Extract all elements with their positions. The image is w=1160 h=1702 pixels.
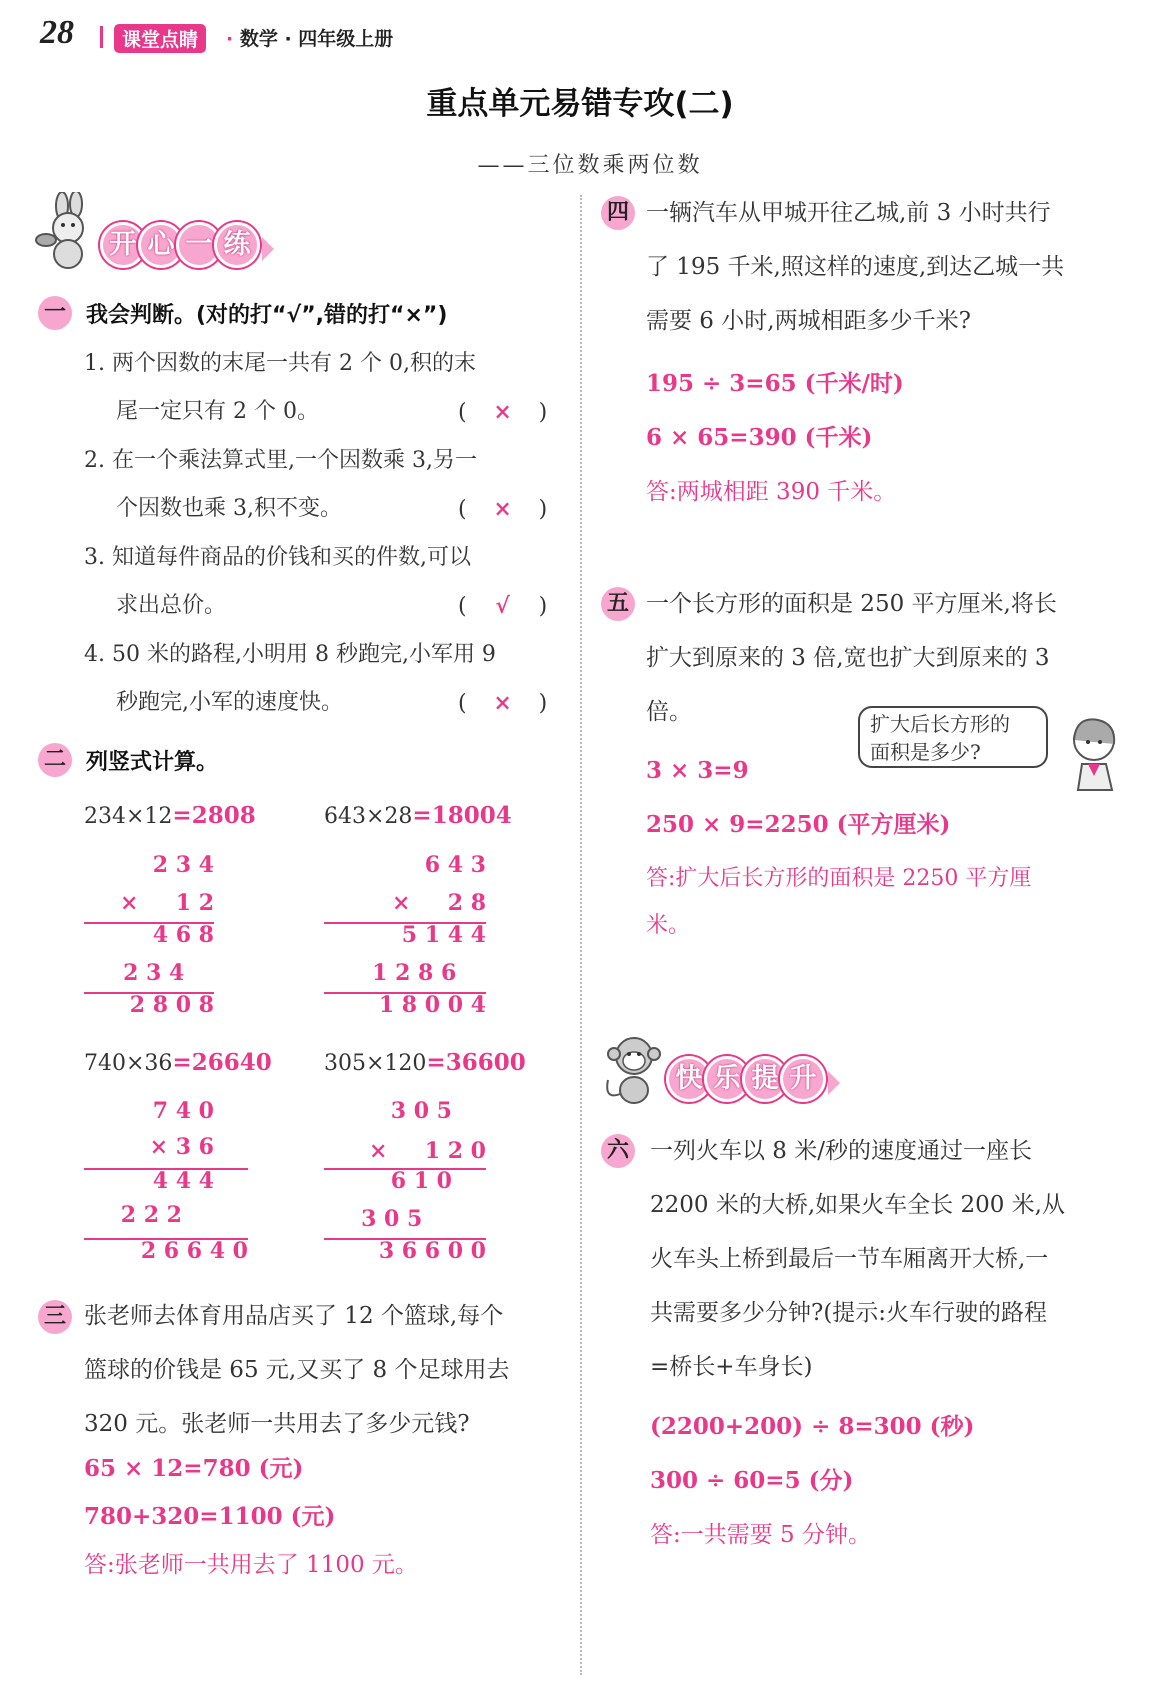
calc-row: 2 6 6 4 0 — [140, 1238, 248, 1264]
item-line: 个因数也乘 3,积不变。 — [116, 496, 342, 521]
banner-arrow-icon — [828, 1071, 840, 1095]
text-line: 2200 米的大桥,如果火车全长 200 米,从 — [650, 1192, 1065, 1218]
calc-row: 6 4 3 — [424, 852, 486, 878]
answer-conclusion: 米。 — [646, 913, 691, 938]
judge-item — [84, 631, 564, 728]
calc-row: × 3 6 — [149, 1134, 214, 1160]
calc-row: 3 0 5 — [390, 1098, 452, 1124]
item-line: 秒跑完,小军的速度快。 — [116, 690, 343, 715]
question-text — [84, 1289, 564, 1451]
answer-line: 250 × 9=2250 (平方厘米) — [646, 811, 951, 838]
calc-row: 1 2 8 6 — [372, 960, 486, 986]
text-line: 共需要多少分钟?(提示:火车行驶的路程 — [650, 1300, 1048, 1326]
calc-result: 36600 — [445, 1049, 526, 1076]
calc-row: 6 1 0 — [390, 1168, 452, 1194]
calc-result: 26640 — [191, 1049, 272, 1076]
answer-block — [650, 1400, 974, 1562]
answer-line: 195 ÷ 3=65 (千米/时) — [646, 370, 904, 397]
answer-line: 300 ÷ 60=5 (分) — [650, 1467, 854, 1494]
answer-conclusion: 答:一共需要 5 分钟。 — [650, 1522, 872, 1548]
item-line: 求出总价。 — [116, 593, 227, 618]
judge-list — [84, 340, 564, 728]
calc-row: 2 3 4 — [123, 960, 214, 986]
question-number: 五 — [601, 587, 635, 621]
banner-char: 快 — [666, 1056, 712, 1102]
answer-conclusion: 答:张老师一共用去了 1100 元。 — [84, 1552, 418, 1578]
text-line: 扩大到原来的 3 倍,宽也扩大到原来的 3 — [646, 645, 1050, 671]
book-subtitle — [226, 24, 393, 51]
answer-bracket: ( √ ) — [458, 582, 547, 631]
text-line: 一个长方形的面积是 250 平方厘米,将长 — [646, 591, 1057, 617]
bubble-line: 扩大后长方形的 — [870, 712, 1010, 736]
judge-item — [84, 437, 564, 534]
text-line: 一辆汽车从甲城开往乙城,前 3 小时共行 — [646, 200, 1051, 226]
banner-arrow-icon — [262, 237, 274, 261]
calc-row: 3 0 5 — [361, 1206, 452, 1232]
answer-bracket: ( × ) — [458, 388, 547, 437]
question-text — [650, 1124, 1130, 1394]
question-number: 三 — [38, 1300, 72, 1334]
vertical-calc — [84, 852, 214, 1022]
answer-block — [646, 357, 904, 519]
calc-row: 1 8 0 0 4 — [378, 992, 486, 1018]
answer-line: 65 × 12=780 (元) — [84, 1455, 304, 1482]
calc-row: × 1 2 — [119, 890, 214, 916]
text-line: 倍。 — [646, 699, 692, 725]
calc-expression: 234×12=2808 — [84, 802, 256, 829]
check-mark-icon: √ — [495, 593, 510, 619]
question-number: 二 — [38, 743, 72, 777]
answer-conclusion: 答:两城相距 390 千米。 — [646, 479, 897, 505]
banner-char: 一 — [176, 222, 222, 268]
cross-mark-icon: × — [493, 690, 512, 716]
page-title: 重点单元易错专攻(二) — [426, 86, 734, 122]
monkey-mascot-icon — [600, 1030, 670, 1106]
calc-row: 2 2 2 — [120, 1202, 182, 1228]
answer-line: 780+320=1100 (元) — [84, 1503, 336, 1530]
calc-row: × 2 8 — [391, 890, 486, 916]
answer-bracket: ( × ) — [458, 679, 547, 728]
answer-conclusion: 答:扩大后长方形的面积是 2250 平方厘 — [646, 866, 1032, 891]
cross-mark-icon: × — [493, 496, 512, 522]
question-heading: 列竖式计算。 — [86, 750, 219, 775]
dot: · — [226, 28, 234, 50]
answer-line: 3 × 3=9 — [646, 757, 749, 784]
banner-char: 乐 — [704, 1056, 750, 1102]
vertical-calc — [84, 1098, 248, 1268]
page-number: 28 — [40, 14, 74, 51]
item-line: 1. 两个因数的末尾一共有 2 个 0,积的末 — [84, 351, 476, 376]
header-divider — [100, 26, 103, 48]
banner-char: 练 — [214, 222, 260, 268]
book-badge: 课堂点睛 — [114, 24, 206, 53]
calc-expression: 643×28=18004 — [324, 802, 512, 829]
banner-char: 心 — [138, 222, 184, 268]
text-line: =桥长+车身长) — [650, 1354, 813, 1380]
item-line: 3. 知道每件商品的价钱和买的件数,可以 — [84, 545, 471, 570]
item-line: 2. 在一个乘法算式里,一个因数乘 3,另一 — [84, 448, 477, 473]
judge-item — [84, 340, 564, 437]
bubble-line: 面积是多少? — [870, 740, 981, 764]
banner-char: 升 — [780, 1056, 826, 1102]
question-number: 四 — [601, 196, 635, 230]
answer-line: (2200+200) ÷ 8=300 (秒) — [650, 1413, 975, 1440]
text-line: 张老师去体育用品店买了 12 个篮球,每个 — [84, 1303, 504, 1329]
rabbit-mascot-icon — [34, 192, 104, 270]
text-line: 篮球的价钱是 65 元,又买了 8 个足球用去 — [84, 1357, 510, 1383]
subject-grade: 数学 · 四年级上册 — [239, 28, 394, 50]
calc-expression: 305×120=36600 — [324, 1049, 526, 1076]
calc-row: 3 6 6 0 0 — [378, 1238, 486, 1264]
text-line: 一列火车以 8 米/秒的速度通过一座长 — [650, 1138, 1033, 1164]
calc-expression: 740×36=26640 — [84, 1049, 272, 1076]
calc-row: 2 8 0 8 — [129, 992, 214, 1018]
answer-block — [646, 744, 1031, 946]
girl-character-icon — [1058, 710, 1128, 792]
text-line: 火车头上桥到最后一节车厢离开大桥,一 — [650, 1246, 1049, 1272]
answer-block — [84, 1445, 418, 1589]
calc-result: 18004 — [431, 802, 512, 829]
text-line: 需要 6 小时,两城相距多少千米? — [646, 308, 971, 334]
question-number: 一 — [38, 296, 72, 330]
question-text — [646, 186, 1126, 348]
banner-char: 提 — [742, 1056, 788, 1102]
calc-row: 7 4 0 — [152, 1098, 214, 1124]
page-subtitle: ——三位数乘两位数 — [477, 153, 703, 178]
vertical-calc — [324, 852, 486, 1022]
column-divider — [580, 195, 582, 1675]
item-line: 尾一定只有 2 个 0。 — [116, 399, 319, 424]
cross-mark-icon: × — [493, 399, 512, 425]
section-banner-advance — [666, 1056, 840, 1108]
calc-row: 2 3 4 — [152, 852, 214, 878]
calc-row: × 1 2 0 — [369, 1138, 486, 1164]
judge-item — [84, 534, 564, 631]
question-number: 六 — [601, 1134, 635, 1168]
answer-line: 6 × 65=390 (千米) — [646, 424, 873, 451]
section-banner-practice — [100, 222, 274, 274]
text-line: 了 195 千米,照这样的速度,到达乙城一共 — [646, 254, 1065, 280]
vertical-calc — [324, 1098, 486, 1268]
calc-row: 4 4 4 — [152, 1168, 214, 1194]
question-heading: 我会判断。(对的打“√”,错的打“×”) — [86, 303, 448, 328]
banner-char: 开 — [100, 222, 146, 268]
text-line: 320 元。张老师一共用去了多少元钱? — [84, 1411, 470, 1437]
item-line: 4. 50 米的路程,小明用 8 秒跑完,小军用 9 — [84, 642, 496, 667]
calc-row: 4 6 8 — [152, 922, 214, 948]
calc-row: 5 1 4 4 — [401, 922, 486, 948]
answer-bracket: ( × ) — [458, 485, 547, 534]
calc-result: 2808 — [191, 802, 256, 829]
